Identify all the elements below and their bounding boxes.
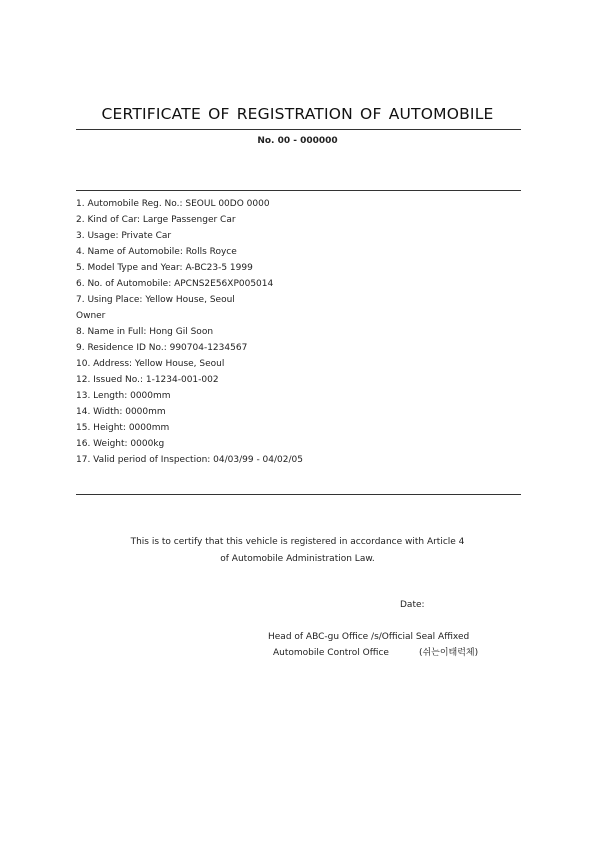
- detail-width: 14. Width: 0000mm: [76, 407, 166, 417]
- detail-length: 13. Length: 0000mm: [76, 391, 171, 401]
- detail-model-type-year: 5. Model Type and Year: A-BC23-5 1999: [76, 263, 253, 273]
- items-bottom-divider: [76, 494, 521, 495]
- detail-residence-id: 9. Residence ID No.: 990704-1234567: [76, 343, 248, 353]
- signatory-line-1: Head of ABC-gu Office /s/Official Seal Affixed: [268, 632, 470, 642]
- detail-weight: 16. Weight: 0000kg: [76, 439, 165, 449]
- certification-statement: [60, 534, 535, 568]
- detail-height: 15. Height: 0000mm: [76, 423, 170, 433]
- statement-line-1: This is to certify that this vehicle is registered in accordance with Article 4: [130, 537, 465, 547]
- registration-details-list: [76, 197, 516, 469]
- detail-automobile-no: 6. No. of Automobile: APCNS2E56XP005014: [76, 279, 274, 289]
- owner-section-heading: Owner: [76, 311, 106, 321]
- date-label: Date:: [400, 600, 425, 610]
- detail-issued-no: 12. Issued No.: 1-1234-001-002: [76, 375, 219, 385]
- seal-text: (쉬는이태럭체): [418, 648, 479, 658]
- signatory-line-2: [273, 646, 478, 660]
- certificate-number: No. 00 - 000000: [257, 136, 338, 146]
- items-top-divider: [76, 190, 521, 191]
- detail-reg-no: 1. Automobile Reg. No.: SEOUL 00DO 0000: [76, 199, 270, 209]
- document-title: CERTIFICATE OF REGISTRATION OF AUTOMOBILE: [101, 105, 494, 123]
- title-divider: [76, 129, 521, 130]
- detail-inspection-period: 17. Valid period of Inspection: 04/03/99 - 04/02/05: [76, 455, 303, 465]
- detail-usage: 3. Usage: Private Car: [76, 231, 172, 241]
- detail-kind-of-car: 2. Kind of Car: Large Passenger Car: [76, 215, 236, 225]
- detail-using-place: 7. Using Place: Yellow House, Seoul: [76, 295, 235, 305]
- statement-line-2: of Automobile Administration Law.: [220, 554, 375, 564]
- detail-owner-name: 8. Name in Full: Hong Gil Soon: [76, 327, 214, 337]
- detail-automobile-name: 4. Name of Automobile: Rolls Royce: [76, 247, 237, 257]
- detail-address: 10. Address: Yellow House, Seoul: [76, 359, 225, 369]
- signatory-office: Automobile Control Office: [273, 648, 389, 658]
